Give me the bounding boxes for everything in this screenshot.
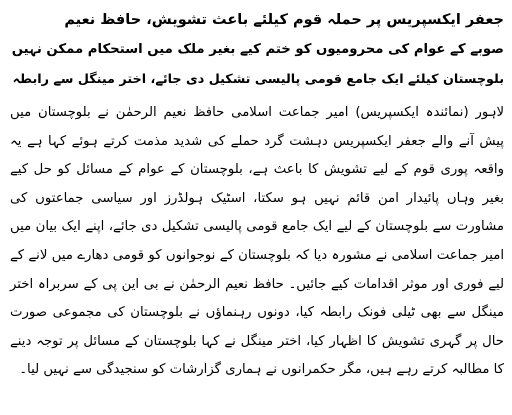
headline-main: جعفر ایکسپریس پر حملہ قوم کیلئے باعث تشویش، حافظ نعیم xyxy=(64,12,504,28)
article-body xyxy=(10,99,504,385)
headline-sub-1: صوبے کے عوام کی محرومیوں کو ختم کیے بغیر ملک میں استحکام ممکن نہیں xyxy=(11,42,504,57)
headline-sub-2: بلوچستان کیلئے ایک جامع قومی پالیسی تشکیل دی جائے، اختر مینگل سے رابطہ xyxy=(12,72,504,87)
article-body-text: امیر جماعت اسلامی حافظ نعیم الرحمٰن نے بلوچستان میں پیش آنے والے جعفر ایکسپریس دہشت گرد حملے کی شدید مذمت کرتے ہوئے کہا ہے یہ واقعہ پوری قوم کے لیے تشویش کا باعث ہے، بلوچستان کے عوام کے مسائل کو حل کیے بغیر وہاں پائیدار امن قائم نہیں ہو سکتا، اسٹیک ہولڈرز اور سیاسی جماعتوں کی مشاورت سے بلوچستان کے لیے ایک جامع قومی پالیسی تشکیل دی جائے، اپنے ایک بیان میں امیر جماعت اسلامی نے مشورہ دیا کہ بلوچستان کے نوجوانوں کو قومی دھارے میں لانے کے لیے فوری اور موثر اقدامات کیے جائیں۔ حافظ نعیم الرحمٰن نے بی این پی کے سربراہ اختر مینگل سے بھی ٹیلی فونک رابطہ کیا، دونوں رہنماؤں نے بلوچستان کی مجموعی صورت حال پر گہری تشویش کا اظہار کیا، اختر مینگل نے کہا بلوچستان کے مسائل پر توجہ دینے کا مطالبہ کرتے رہے ہیں، مگر حکمرانوں نے ہماری گزارشات کو سنجیدگی سے نہیں لیا۔ xyxy=(10,105,504,378)
byline: لاہور (نمائندہ ایکسپریس) xyxy=(355,105,505,120)
